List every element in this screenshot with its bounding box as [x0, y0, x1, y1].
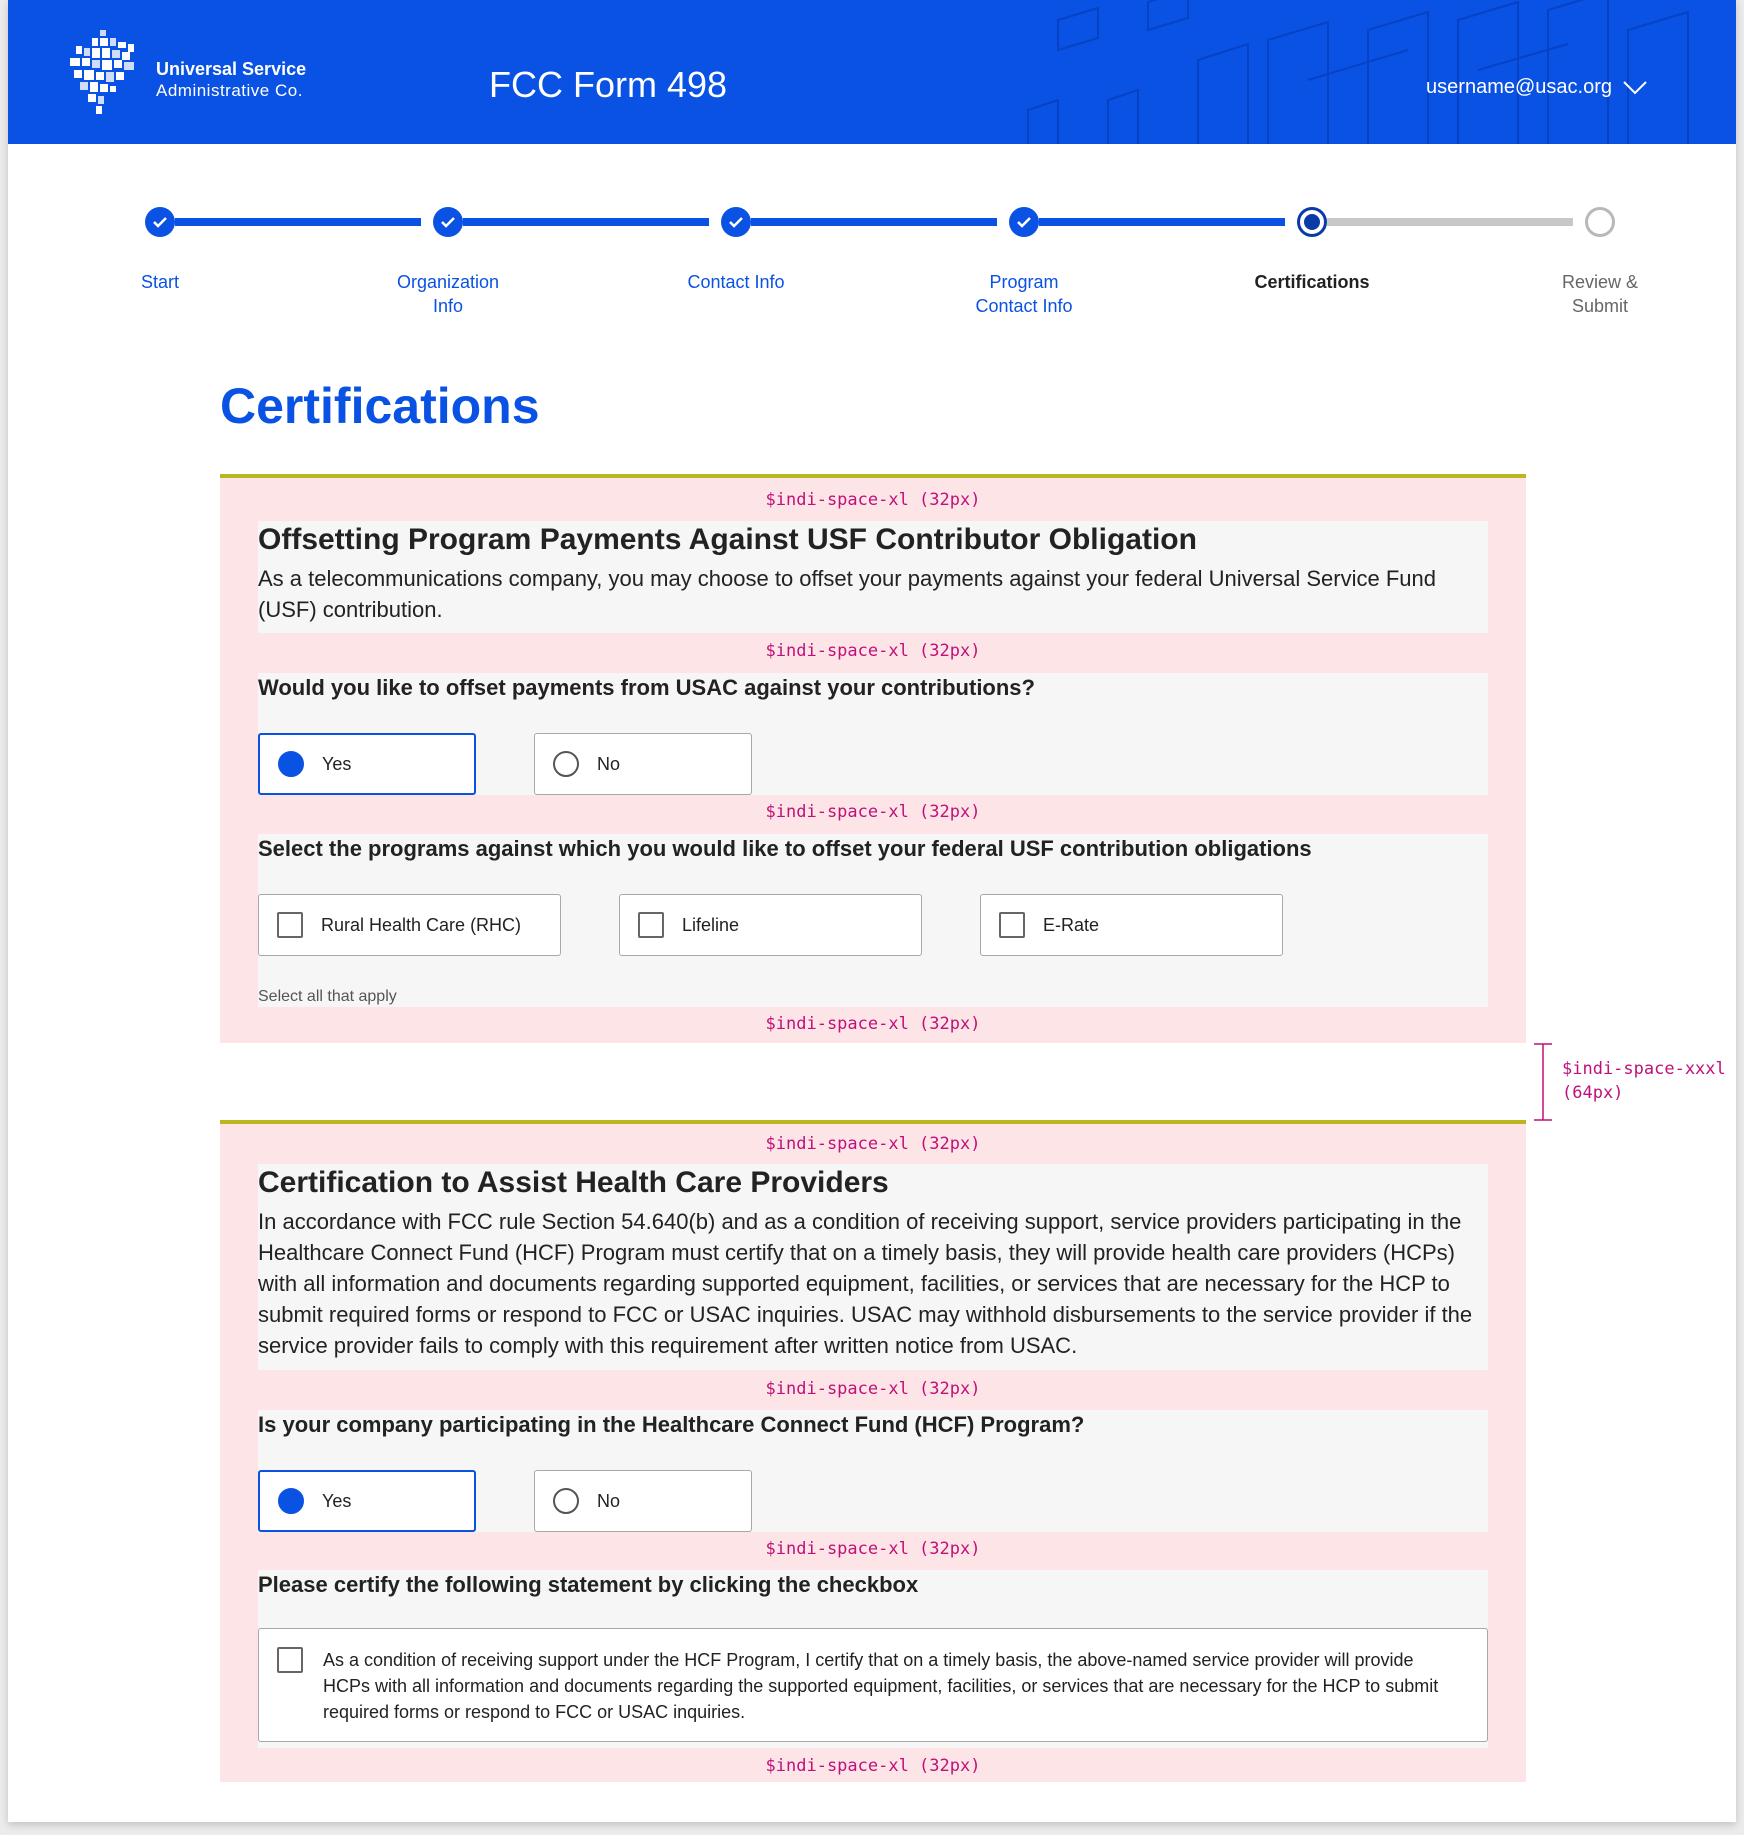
step-label-program-contact[interactable]: Program Contact Info — [975, 272, 1073, 316]
checkbox-label: E-Rate — [1043, 914, 1100, 935]
certify-question: Please certify the following statement by clicking the checkbox — [258, 1572, 919, 1597]
radio-indicator — [553, 751, 579, 777]
step-start-circle[interactable] — [145, 207, 175, 237]
spacing-annotation: $indi-space-xl (32px) — [765, 1539, 981, 1559]
radio-indicator — [278, 1488, 304, 1514]
checkbox-label: Lifeline — [682, 914, 740, 935]
certify-statement-checkbox[interactable] — [258, 1628, 1488, 1742]
usac-logo-icon — [70, 30, 150, 116]
spacing-annotation: $indi-space-xl (32px) — [765, 1014, 981, 1034]
step-connector — [1327, 218, 1573, 226]
checkbox-indicator — [638, 912, 664, 938]
current-step-dot — [1304, 214, 1320, 230]
hcf-section — [220, 1120, 1526, 1782]
offset-description: As a telecommunications company, you may choose to offset your payments against your federal Universal Service Fund (USF) contribution. — [258, 566, 1436, 622]
hcf-intro — [258, 1164, 1488, 1370]
offset-section — [220, 474, 1526, 1043]
org-name-line2: Administrative Co. — [156, 81, 303, 100]
checkmark-icon — [145, 207, 175, 237]
org-name-line1: Universal Service — [156, 59, 307, 79]
spacing-bracket — [1532, 1043, 1556, 1121]
spacing-annotation: $indi-space-xl (32px) — [765, 490, 981, 510]
hcf-question: Is your company participating in the Healthcare Connect Fund (HCF) Program? — [258, 1412, 1085, 1437]
page-frame — [8, 0, 1736, 1822]
step-review-circle — [1585, 207, 1615, 237]
offset-question-block — [258, 673, 1488, 795]
spacing-annotation: $indi-space-xl (32px) — [765, 1134, 981, 1154]
app-header — [8, 0, 1736, 144]
step-label-review: Review & Submit — [1561, 272, 1639, 316]
step-label-organization[interactable]: Organization Info — [396, 272, 500, 316]
spacing-annotation-xxxl: $indi-space-xxxl (64px) — [1562, 1059, 1726, 1103]
offset-question: Would you like to offset payments from USAC against your contributions? — [258, 675, 1035, 700]
hcf-yes-radio[interactable] — [258, 1470, 476, 1532]
step-organization-circle[interactable] — [433, 207, 463, 237]
step-connector — [1039, 218, 1285, 226]
step-contact-circle[interactable] — [721, 207, 751, 237]
offset-yes-radio[interactable] — [258, 733, 476, 795]
program-checkbox-erate[interactable] — [980, 894, 1283, 956]
step-certifications-circle[interactable] — [1297, 207, 1327, 237]
step-label-certifications: Certifications — [1254, 272, 1370, 292]
checkbox-indicator — [277, 912, 303, 938]
spacing-annotation: $indi-space-xl (32px) — [765, 641, 981, 661]
offset-heading: Offsetting Program Payments Against USF Contributor Obligation — [258, 523, 1197, 556]
program-checkbox-rhc[interactable] — [258, 894, 561, 956]
form-title: FCC Form 498 — [489, 64, 728, 105]
programs-block — [258, 834, 1488, 1007]
offset-no-radio[interactable] — [534, 733, 752, 795]
checkmark-icon — [433, 207, 463, 237]
radio-label: No — [597, 753, 621, 774]
certify-statement-text: As a condition of receiving support under the HCF Program, I certify that on a timely basis, the above-named service provider will provide HCPs with all information and documents regarding the supported equipment, facilities, or services that are necessary for the HCP to submit required forms or respond to FCC or USAC inquiries. — [323, 1650, 1439, 1722]
spacing-annotation: $indi-space-xl (32px) — [765, 802, 981, 822]
step-label-start[interactable]: Start — [140, 272, 179, 292]
step-connector — [175, 218, 421, 226]
hcf-description: In accordance with FCC rule Section 54.640(b) and as a condition of receiving support, service providers participating in the Healthcare Connect Fund (HCF) Program must certify that on a timely basis, they will provide health care providers (HCPs) with all information and documents regarding supported equipment, facilities, or services that are necessary for the HCP to submit required forms or respond to FCC or USAC inquiries. USAC may withhold disbursements to the service provider if the service provider fails to comply with this requirement after written notice from USAC. — [258, 1209, 1473, 1358]
programs-question: Select the programs against which you would like to offset your federal USF contribution obligations — [258, 836, 1312, 861]
hcf-heading: Certification to Assist Health Care Providers — [258, 1166, 889, 1199]
checkmark-icon — [1009, 207, 1039, 237]
org-name — [156, 58, 306, 102]
certify-block — [258, 1570, 1488, 1748]
radio-label: No — [597, 1490, 621, 1511]
hcf-no-radio[interactable] — [534, 1470, 752, 1532]
user-menu-button[interactable] — [1426, 76, 1648, 99]
radio-label: Yes — [322, 1490, 352, 1511]
step-label-contact[interactable]: Contact Info — [687, 272, 785, 292]
spacing-annotation: $indi-space-xl (32px) — [765, 1379, 981, 1399]
radio-indicator — [278, 751, 304, 777]
checkbox-indicator — [999, 912, 1025, 938]
step-program-contact-circle[interactable] — [1009, 207, 1039, 237]
checkmark-icon — [721, 207, 751, 237]
step-connector — [463, 218, 709, 226]
username-label: username@usac.org — [1426, 76, 1612, 98]
hcf-question-block — [258, 1410, 1488, 1532]
step-connector — [751, 218, 997, 226]
page-title: Certifications — [220, 378, 540, 434]
program-checkbox-lifeline[interactable] — [619, 894, 922, 956]
checkbox-indicator — [277, 1647, 303, 1673]
radio-label: Yes — [322, 753, 352, 774]
radio-indicator — [553, 1488, 579, 1514]
programs-hint: Select all that apply — [258, 988, 397, 1005]
offset-intro — [258, 521, 1488, 633]
spacing-annotation: $indi-space-xl (32px) — [765, 1756, 981, 1776]
chevron-down-icon — [1622, 80, 1648, 96]
checkbox-label: Rural Health Care (RHC) — [321, 914, 522, 935]
